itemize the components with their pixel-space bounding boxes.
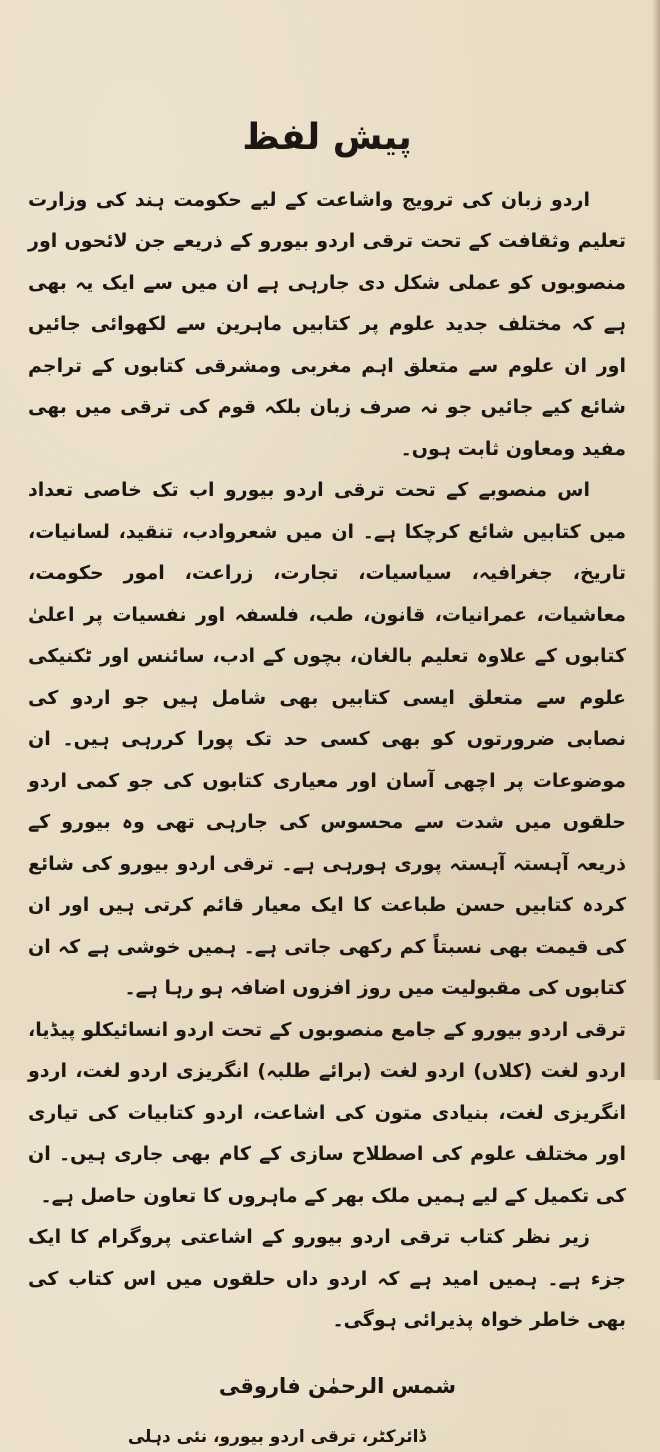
page-title: پیش لفظ [242, 117, 412, 158]
body-text [28, 180, 626, 1342]
signature-block [28, 1368, 626, 1452]
signature-name: شمس الرحمٰن فاروقی [218, 1373, 456, 1398]
paragraph: زیر نظر کتاب ترقی اردو بیورو کے اشاعتی پروگرام کا ایک جزء ہے۔ ہمیں امید ہے کہ اردو داں حلقوں میں اس کتاب کی بھی خاطر خواہ پذیرائی ہوگی۔ [28, 1226, 626, 1332]
signature-title: ڈائرکٹر، ترقی اردو بیورو، نئی دہلی [127, 1426, 426, 1447]
paragraph: اردو زبان کی ترویج واشاعت کے لیے حکومت ہند کی وزارت تعلیم وثقافت کے تحت ترقی اردو بیورو کے ذریعے جن لائحوں اور منصوبوں کو عملی شکل دی جارہی ہے ان میں سے ایک یہ بھی ہے کہ مختلف جدید علوم پر کتابیں ماہرین سے لکھوائی جائیں اور ان علوم سے متعلق اہم مغربی ومشرقی کتابوں کے تراجم شائع کیے جائیں جو نہ صرف زبان بلکہ قوم کی ترقی میں بھی مفید ومعاون ثابت ہوں۔ [28, 188, 626, 460]
scan-edge-shadow [652, 0, 660, 1080]
paragraph: ترقی اردو بیورو کے جامع منصوبوں کے تحت اردو انسائیکلو پیڈیا، اردو لغت (کلاں) اردو لغت (برائے طلبہ) انگریزی اردو لغت، اردو انگریزی لغت، بنیادی متون کی اشاعت، اردو کتابیات کی تیاری اور مختلف علوم کی اصطلاح سازی کے کام بھی جاری ہیں۔ ان کی تکمیل کے لیے ہمیں ملک بھر کے ماہروں کا تعاون حاصل ہے۔ [28, 1018, 626, 1207]
paragraph: اس منصوبے کے تحت ترقی اردو بیورو اب تک خاصی تعداد میں کتابیں شائع کرچکا ہے۔ ان میں شعروادب، تنقید، لسانیات، تاریخ، جغرافیہ، سیاسیات، تجارت، زراعت، امور حکومت، معاشیات، عمرانیات، قانون، طب، فلسفہ اور نفسیات پر اعلیٰ کتابوں کے علاوہ تعلیم بالغان، بچوں کے ادب، سائنس اور ٹکنیکی علوم سے متعلق ایسی کتابیں بھی شامل ہیں جو اردو کی نصابی ضرورتوں کو بھی کسی حد تک پورا کررہی ہیں۔ ان موضوعات پر اچھی آسان اور معیاری کتابوں کی جو کمی اردو حلقوں میں شدت سے محسوس کی جارہی تھی وہ بیورو کے ذریعہ آہستہ آہستہ پوری ہورہی ہے۔ ترقی اردو بیورو کی شائع کردہ کتابیں حسن طباعت کا ایک معیار قائم کرتی ہیں اور ان کی قیمت بھی نسبتاً کم رکھی جاتی ہے۔ ہمیں خوشی ہے کہ ان کتابوں کی مقبولیت میں روز افزوں اضافہ ہو رہا ہے۔ [28, 479, 626, 1000]
